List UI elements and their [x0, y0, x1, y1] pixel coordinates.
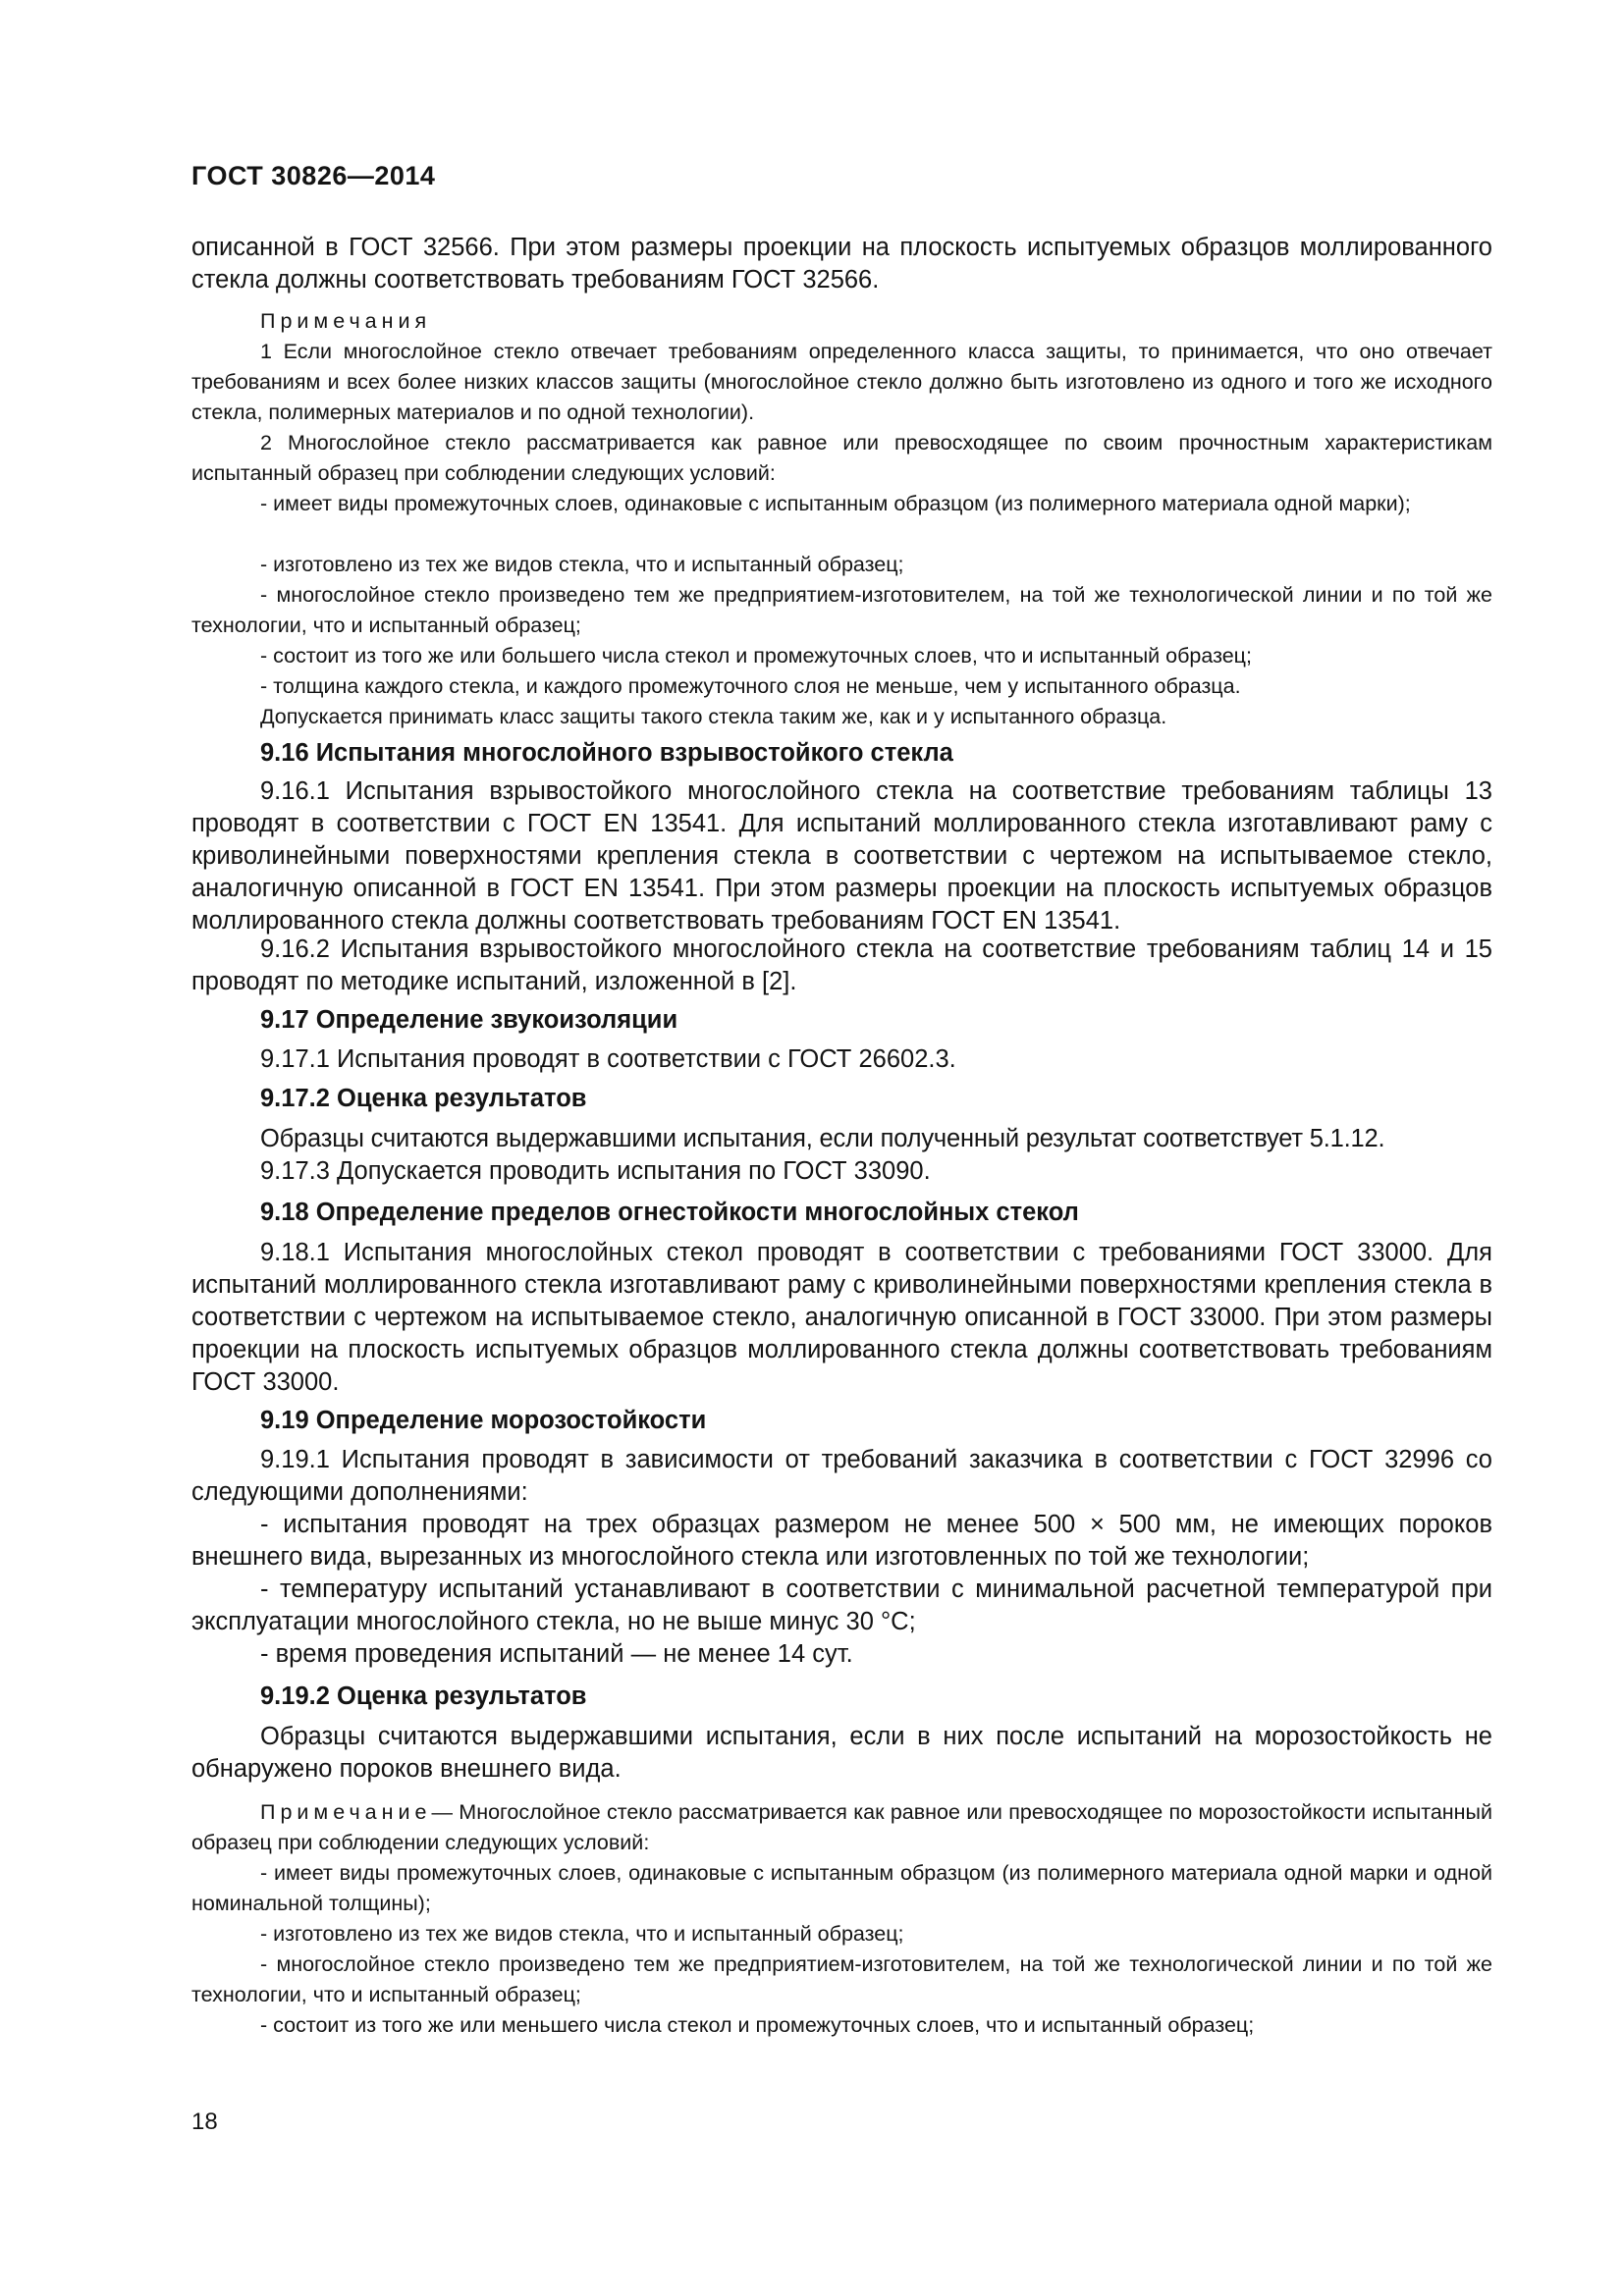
note-2-bullet-3: - многослойное стекло произведено тем же предприятием-изготовителем, на той же технологической линии и по той же технологии, что и испытанный образец;	[191, 583, 1492, 637]
note-final-bullet-4: - состоит из того же или меньшего числа стекол и промежуточных слоев, что и испытанный образец;	[260, 2013, 1255, 2037]
notes-title: Примечания	[260, 309, 432, 333]
heading-9-19-2: 9.19.2 Оценка результатов	[260, 1682, 587, 1710]
paragraph-intro: описанной в ГОСТ 32566. При этом размеры проекции на плоскость испытуемых образцов моллированного стекла должны соответствовать требованиям ГОСТ 32566.	[191, 234, 1492, 294]
note-1: 1 Если многослойное стекло отвечает требованиям определенного класса защиты, то принимается, что оно отвечает требованиям и всех более низких классов защиты (многослойное стекло должно быть изготовлено из одного и того же исходного стекла, полимерных материалов и по одной технологии).	[191, 340, 1492, 424]
heading-9-16: 9.16 Испытания многослойного взрывостойкого стекла	[260, 739, 953, 767]
note-2-bullet-2: - изготовлено из тех же видов стекла, что и испытанный образец;	[260, 553, 904, 576]
note-final	[191, 1797, 1492, 1858]
heading-9-17: 9.17 Определение звукоизоляции	[260, 1006, 678, 1034]
paragraph-9-19-1-bullet-2: - температуру испытаний устанавливают в соответствии с минимальной расчетной температурой при эксплуатации многослойного стекла, но не выше минус 30 °С;	[191, 1575, 1492, 1635]
note-final-bullet-1: - имеет виды промежуточных слоев, одинаковые с испытанным образцом (из полимерного материала одной марки и одной номинальной толщины);	[191, 1861, 1492, 1915]
paragraph-9-18-1: 9.18.1 Испытания многослойных стекол проводят в соответствии с требованиями ГОСТ 33000. Для испытаний моллированного стекла изготавливают раму с криволинейными поверхностями крепления стекла в соответствии с чертежом на испытываемое стекло, аналогичную описанной в ГОСТ 33000. При этом размеры проекции на плоскость испытуемых образцов моллированного стекла должны соответствовать требованиям ГОСТ 33000.	[191, 1239, 1492, 1396]
note-2-bullet-5: - толщина каждого стекла, и каждого промежуточного слоя не меньше, чем у испытанного образца.	[260, 674, 1241, 698]
note-2-bullet-4: - состоит из того же или большего числа стекол и промежуточных слоев, что и испытанный образец;	[260, 644, 1252, 667]
paragraph-9-17-1: 9.17.1 Испытания проводят в соответствии с ГОСТ 26602.3.	[260, 1045, 956, 1073]
document-header: ГОСТ 30826—2014	[191, 161, 436, 190]
paragraph-9-19-1-bullet-3: - время проведения испытаний — не менее 14 сут.	[260, 1640, 853, 1668]
note-final-bullet-2: - изготовлено из тех же видов стекла, что и испытанный образец;	[260, 1922, 904, 1946]
paragraph-9-16-1: 9.16.1 Испытания взрывостойкого многослойного стекла на соответствие требованиям таблицы 13 проводят в соответствии с ГОСТ EN 13541. Для испытаний моллированного стекла изготавливают раму с криволинейными поверхностями крепления стекла в соответствии с чертежом на испытываемое стекло, аналогичную описанной в ГОСТ EN 13541. При этом размеры проекции на плоскость испытуемых образцов моллированного стекла должны соответствовать требованиям ГОСТ EN 13541.	[191, 777, 1492, 934]
paragraph-9-19-1-bullet-1: - испытания проводят на трех образцах размером не менее 500 × 500 мм, не имеющих пороков внешнего вида, вырезанных из многослойного стекла или изготовленных по той же технологии;	[191, 1511, 1492, 1571]
note-final-label: Примечание	[260, 1800, 432, 1824]
paragraph-9-17-3: 9.17.3 Допускается проводить испытания по ГОСТ 33090.	[260, 1157, 931, 1185]
note-2-bullet-1: - имеет виды промежуточных слоев, одинаковые с испытанным образцом (из полимерного материала одной марки);	[260, 492, 1411, 515]
paragraph-9-16-2: 9.16.2 Испытания взрывостойкого многослойного стекла на соответствие требованиям таблиц 14 и 15 проводят по методике испытаний, изложенной в [2].	[191, 935, 1492, 995]
note-2-conclusion: Допускается принимать класс защиты такого стекла таким же, как и у испытанного образца.	[260, 705, 1167, 728]
page-number: 18	[191, 2109, 218, 2135]
note-final-bullet-3: - многослойное стекло произведено тем же предприятием-изготовителем, на той же технологической линии и по той же технологии, что и испытанный образец;	[191, 1952, 1492, 2006]
paragraph-9-17-2: Образцы считаются выдержавшими испытания, если полученный результат соответствует 5.1.12.	[260, 1125, 1385, 1152]
heading-9-19: 9.19 Определение морозостойкости	[260, 1407, 707, 1434]
heading-9-18: 9.18 Определение пределов огнестойкости многослойных стекол	[260, 1199, 1079, 1226]
paragraph-9-19-2: Образцы считаются выдержавшими испытания, если в них после испытаний на морозостойкость не обнаружено пороков внешнего вида.	[191, 1723, 1492, 1783]
note-final-text: — Многослойное стекло рассматривается как равное или превосходящее по морозостойкости испытанный образец при соблюдении следующих условий:	[191, 1800, 1492, 1854]
paragraph-9-19-1: 9.19.1 Испытания проводят в зависимости от требований заказчика в соответствии с ГОСТ 32996 со следующими дополнениями:	[191, 1446, 1492, 1506]
note-2: 2 Многослойное стекло рассматривается как равное или превосходящее по своим прочностным характеристикам испытанный образец при соблюдении следующих условий:	[191, 431, 1492, 485]
heading-9-17-2: 9.17.2 Оценка результатов	[260, 1085, 587, 1112]
